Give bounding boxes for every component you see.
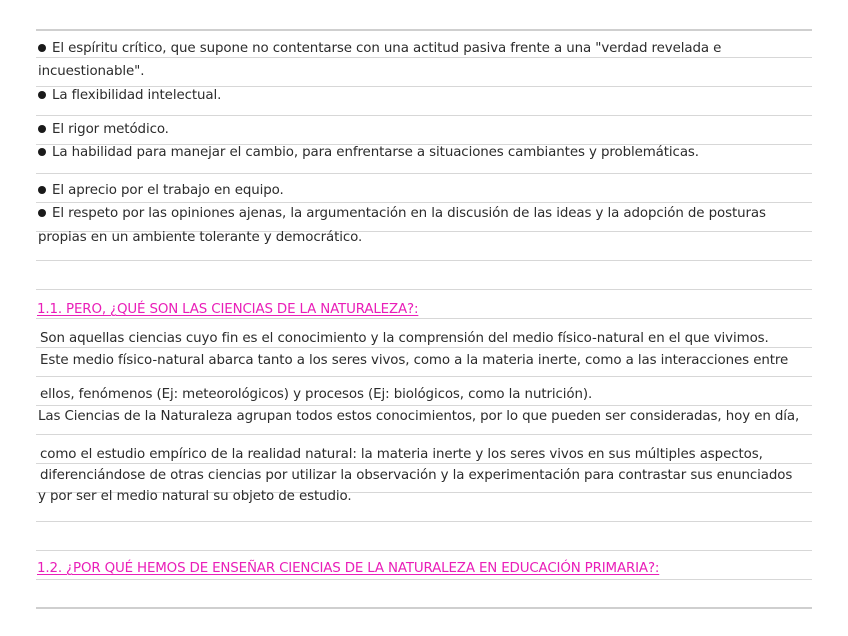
section-heading-1-2: 1.2. ¿POR QUÉ HEMOS DE ENSEÑAR CIENCIAS DE LA NATURALEZA EN EDUCACIÓN PRIMARIA?: bbox=[37, 561, 660, 576]
bullet-icon bbox=[38, 148, 46, 156]
ruled-line bbox=[36, 289, 812, 290]
list-item bbox=[38, 181, 818, 201]
list-item-text: El aprecio por el trabajo en equipo. bbox=[52, 183, 284, 198]
ruled-line bbox=[36, 202, 812, 203]
bullet-icon bbox=[38, 125, 46, 133]
ruled-line bbox=[36, 521, 812, 522]
ruled-line bbox=[36, 29, 812, 31]
ruled-line bbox=[36, 376, 812, 377]
list-item-continuation: propias en un ambiente tolerante y democrático. bbox=[38, 230, 363, 245]
ruled-line bbox=[36, 434, 812, 435]
paragraph-line: Este medio físico-natural abarca tanto a los seres vivos, como a la materia inerte, como a las interacciones entre bbox=[40, 353, 789, 368]
list-item-text: El espíritu crítico, que supone no contentarse con una actitud pasiva frente a una "verdad revelada e bbox=[52, 41, 722, 56]
list-item bbox=[38, 204, 818, 224]
section-heading-1-1: 1.1. PERO, ¿QUÉ SON LAS CIENCIAS DE LA NATURALEZA?: bbox=[37, 302, 419, 317]
ruled-line bbox=[36, 115, 812, 116]
ruled-line bbox=[36, 607, 812, 609]
list-item-text: El respeto por las opiniones ajenas, la argumentación en la discusión de las ideas y la adopción de posturas bbox=[52, 206, 766, 221]
list-item-text: El rigor metódico. bbox=[52, 122, 169, 137]
paragraph-line: como el estudio empírico de la realidad natural: la materia inerte y los seres vivos en sus múltiples aspectos, bbox=[40, 447, 763, 462]
list-item bbox=[38, 120, 818, 140]
ruled-line bbox=[36, 173, 812, 174]
paragraph-line: ellos, fenómenos (Ej: meteorológicos) y procesos (Ej: biológicos, como la nutrición). bbox=[40, 387, 593, 402]
bullet-icon bbox=[38, 91, 46, 99]
bullet-icon bbox=[38, 209, 46, 217]
bullet-icon bbox=[38, 186, 46, 194]
ruled-line bbox=[36, 550, 812, 551]
paragraph-line: Las Ciencias de la Naturaleza agrupan todos estos conocimientos, por lo que pueden ser consideradas, hoy en día, bbox=[38, 409, 800, 424]
list-item bbox=[38, 143, 818, 163]
bullet-icon bbox=[38, 44, 46, 52]
paragraph-line: Son aquellas ciencias cuyo fin es el conocimiento y la comprensión del medio físico-natural en el que vivimos. bbox=[40, 331, 769, 346]
paragraph-line: diferenciándose de otras ciencias por utilizar la observación y la experimentación para contrastar sus enunciados bbox=[40, 468, 793, 483]
list-item bbox=[38, 39, 818, 59]
ruled-line bbox=[36, 260, 812, 261]
list-item bbox=[38, 86, 818, 106]
ruled-line bbox=[36, 405, 812, 406]
list-item-text: La flexibilidad intelectual. bbox=[52, 88, 222, 103]
list-item-text: La habilidad para manejar el cambio, para enfrentarse a situaciones cambiantes y problemáticas. bbox=[52, 145, 699, 160]
paragraph-line: y por ser el medio natural su objeto de estudio. bbox=[38, 489, 352, 504]
list-item-continuation: incuestionable". bbox=[38, 64, 145, 79]
ruled-line bbox=[36, 579, 812, 580]
